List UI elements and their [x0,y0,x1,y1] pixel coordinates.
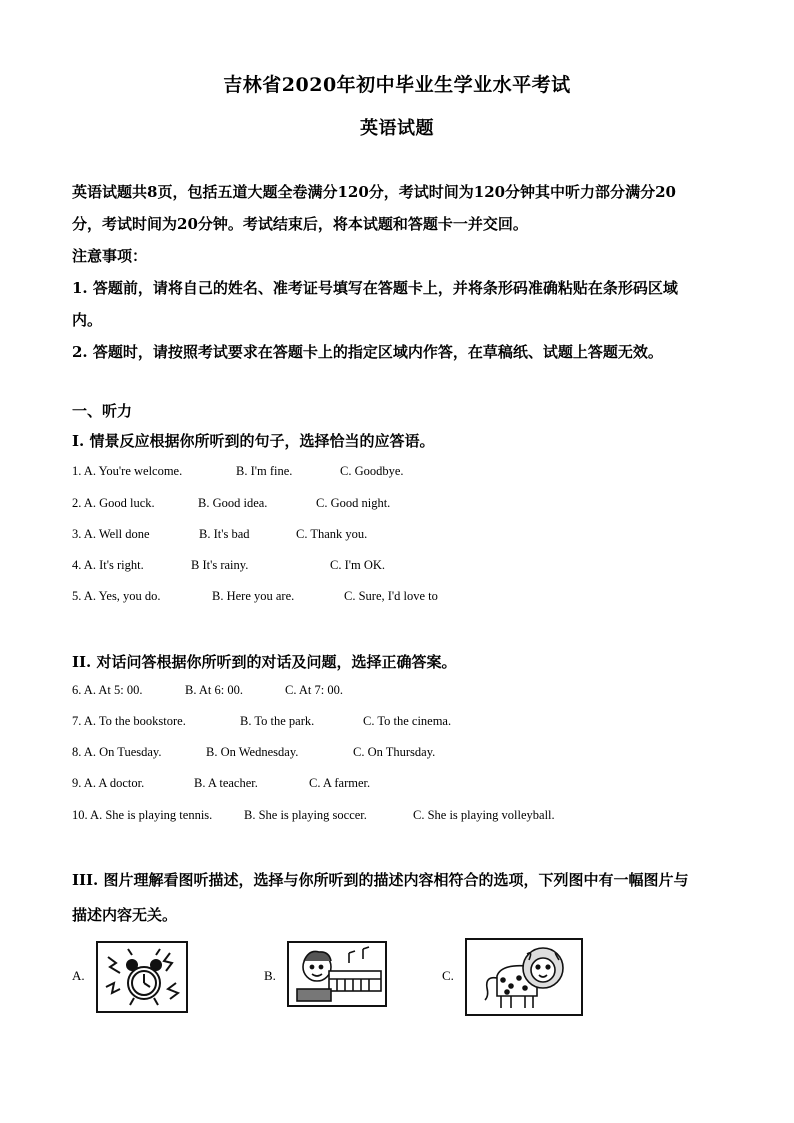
picture-label-b: B. [264,968,276,983]
option-c: C. She is playing volleyball. [413,808,555,822]
option-b: B. On Wednesday. [206,745,299,759]
option-a: 3. A. Well done [72,527,150,541]
notice-item-1-line-2: 内。 [72,311,103,329]
picture-label-c: C. [442,968,454,983]
option-c: C. Good night. [316,496,391,510]
option-b: B. Good idea. [198,496,268,510]
alarm-clock-icon [98,943,186,1011]
option-a: 2. A. Good luck. [72,496,155,510]
option-c: C. I'm OK. [330,558,386,572]
option-a: 9. A. A doctor. [72,776,145,790]
option-a: 10. A. She is playing tennis. [72,808,213,822]
part2-heading: II. 对话问答根据你所听到的对话及问题，选择正确答案。 [72,653,457,671]
part1-heading: I. 情景反应根据你所听到的句子，选择恰当的应答语。 [72,432,435,450]
option-b: B. She is playing soccer. [244,808,367,822]
option-a: 4. A. It's right. [72,558,144,572]
option-b: B. It's bad [199,527,250,541]
picture-label-a: A. [72,968,85,983]
option-b: B. Here you are. [212,589,295,603]
option-c: C. At 7: 00. [285,683,343,697]
option-c: C. A farmer. [309,776,371,790]
piano-player-icon [289,943,385,1005]
option-b: B It's rainy. [191,558,249,572]
option-c: C. On Thursday. [353,745,436,759]
option-b: B. At 6: 00. [185,683,243,697]
part3-heading-line-1: III. 图片理解看图听描述，选择与你所听到的描述内容相符合的选项，下列图中有一幅图片与 [72,871,689,889]
option-c: C. Sure, I'd love to [344,589,438,603]
lion-picture [465,938,583,1016]
piano-player-picture [287,941,387,1007]
option-a: 1. A. You're welcome. [72,464,183,478]
part3-heading [72,869,724,925]
intro-line-2: 分，考试时间为20分钟。考试结束后，将本试题和答题卡一并交回。 [72,215,528,233]
option-a: 5. A. Yes, you do. [72,589,161,603]
option-a: 7. A. To the bookstore. [72,714,186,728]
option-a: 6. A. At 5: 00. [72,683,143,697]
lion-icon [467,940,581,1014]
section-title-listening: 一、听力 [72,402,133,420]
option-a: 8. A. On Tuesday. [72,745,162,759]
option-b: B. I'm fine. [236,464,293,478]
option-c: C. Goodbye. [340,464,404,478]
option-b: B. A teacher. [194,776,258,790]
option-c: C. Thank you. [296,527,368,541]
option-b: B. To the park. [240,714,315,728]
page-title: 吉林省2020年初中毕业生学业水平考试 [223,74,571,96]
notice-item-1-line-1: 1. 答题前，请将自己的姓名、准考证号填写在答题卡上，并将条形码准确粘贴在条形码区域 [72,279,678,297]
part3-heading-line-2: 描述内容无关。 [72,906,178,924]
intro-line-1: 英语试题共8页，包括五道大题全卷满分120分，考试时间为120分钟其中听力部分满分20 [72,183,676,201]
alarm-clock-picture [96,941,188,1013]
notice-item-2: 2. 答题时，请按照考试要求在答题卡上的指定区域内作答，在草稿纸、试题上答题无效。 [72,343,663,361]
notice-label: 注意事项： [72,247,148,265]
page-subtitle: 英语试题 [360,118,434,139]
instructions-block [72,176,724,368]
option-c: C. To the cinema. [363,714,452,728]
